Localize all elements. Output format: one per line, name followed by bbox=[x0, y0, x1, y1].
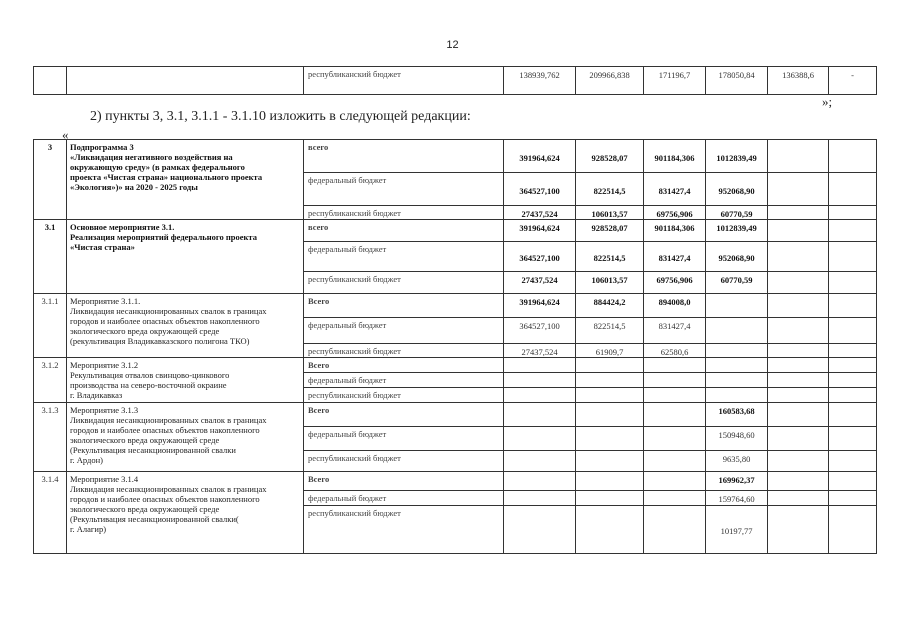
value-cell: 136388,6 bbox=[768, 67, 829, 95]
empty-cell bbox=[829, 491, 877, 506]
item-title-line: экологического вреда окружающей среде bbox=[70, 326, 220, 336]
value-cell: 171196,7 bbox=[644, 67, 706, 95]
value-cell bbox=[504, 403, 576, 427]
empty-cell bbox=[829, 388, 877, 403]
empty-cell bbox=[829, 140, 877, 173]
value-cell: 822514,5 bbox=[576, 173, 644, 206]
value-cell: 928528,07 bbox=[576, 220, 644, 242]
item-title bbox=[67, 403, 304, 472]
empty-cell bbox=[829, 206, 877, 220]
value-cell bbox=[706, 373, 768, 388]
item-title-line: городов и наиболее опасных объектов накопленного bbox=[70, 425, 260, 435]
value-cell bbox=[504, 427, 576, 451]
budget-source: федеральный бюджет bbox=[304, 173, 504, 206]
opening-quote: « bbox=[62, 127, 69, 142]
value-cell bbox=[576, 403, 644, 427]
empty-cell bbox=[829, 318, 877, 344]
item-title-line: экологического вреда окружающей среде bbox=[70, 504, 220, 514]
item-title-line: Мероприятие 3.1.1. bbox=[70, 296, 141, 306]
value-cell bbox=[504, 388, 576, 403]
budget-source: Всего bbox=[304, 472, 504, 491]
budget-source: республиканский бюджет bbox=[304, 388, 504, 403]
empty-cell bbox=[768, 344, 829, 358]
budget-table bbox=[33, 139, 877, 554]
value-cell: 364527,100 bbox=[504, 318, 576, 344]
item-title-line: Ликвидация несанкционированных свалок в границах bbox=[70, 484, 267, 494]
item-title-line: городов и наиболее опасных объектов накопленного bbox=[70, 494, 260, 504]
empty-cell bbox=[829, 294, 877, 318]
item-title-line: Рекультивация отвалов свинцово-цинкового bbox=[70, 370, 230, 380]
value-cell: 27437,524 bbox=[504, 206, 576, 220]
value-cell: 391964,624 bbox=[504, 140, 576, 173]
table-row bbox=[34, 358, 877, 373]
value-cell: - bbox=[829, 67, 877, 95]
value-cell: 831427,4 bbox=[644, 173, 706, 206]
value-cell: 364527,100 bbox=[504, 242, 576, 272]
value-cell: 69756,906 bbox=[644, 206, 706, 220]
table-row bbox=[34, 294, 877, 318]
item-number: 3.1 bbox=[34, 220, 67, 294]
value-cell bbox=[504, 506, 576, 554]
item-title-line: Ликвидация несанкционированных свалок в границах bbox=[70, 415, 267, 425]
value-cell: 159764,60 bbox=[706, 491, 768, 506]
budget-source: республиканский бюджет bbox=[304, 272, 504, 294]
value-cell bbox=[504, 373, 576, 388]
value-cell: 822514,5 bbox=[576, 318, 644, 344]
value-cell bbox=[576, 472, 644, 491]
value-cell: 60770,59 bbox=[706, 206, 768, 220]
value-cell: 364527,100 bbox=[504, 173, 576, 206]
value-cell: 60770,59 bbox=[706, 272, 768, 294]
item-number: 3 bbox=[34, 140, 67, 220]
table-row bbox=[34, 220, 877, 242]
budget-source: Всего bbox=[304, 358, 504, 373]
value-cell: 150948,60 bbox=[706, 427, 768, 451]
page-number: 12 bbox=[446, 39, 459, 51]
value-cell: 831427,4 bbox=[644, 318, 706, 344]
budget-source: федеральный бюджет bbox=[304, 427, 504, 451]
empty-cell bbox=[768, 403, 829, 427]
item-title-line: (Рекультивация несанкционированной свалки bbox=[70, 445, 236, 455]
item-title-line: Мероприятие 3.1.2 bbox=[70, 360, 139, 370]
empty-cell bbox=[768, 451, 829, 472]
item-title-line: окружающую среду» (в рамках федерального bbox=[70, 162, 245, 172]
table-row bbox=[34, 67, 877, 95]
value-cell bbox=[644, 427, 706, 451]
value-cell bbox=[504, 472, 576, 491]
value-cell: 27437,524 bbox=[504, 272, 576, 294]
empty-cell bbox=[768, 140, 829, 173]
budget-source: всего bbox=[304, 220, 504, 242]
empty-cell bbox=[829, 358, 877, 373]
previous-table-fragment bbox=[33, 66, 877, 95]
budget-source: федеральный бюджет bbox=[304, 318, 504, 344]
budget-source: республиканский бюджет bbox=[304, 67, 504, 95]
value-cell: 69756,906 bbox=[644, 272, 706, 294]
empty-cell bbox=[829, 506, 877, 554]
item-title bbox=[67, 220, 304, 294]
value-cell bbox=[504, 491, 576, 506]
value-cell bbox=[706, 358, 768, 373]
empty-cell bbox=[768, 272, 829, 294]
empty-cell bbox=[768, 294, 829, 318]
amendment-instruction: 2) пункты 3, 3.1, 3.1.1 - 3.1.10 изложить в следующей редакции: bbox=[90, 109, 471, 124]
value-cell: 1012839,49 bbox=[706, 140, 768, 173]
item-title-line: г. Алагир) bbox=[70, 524, 107, 534]
budget-source: федеральный бюджет bbox=[304, 242, 504, 272]
item-title-line: Мероприятие 3.1.4 bbox=[70, 474, 139, 484]
item-title-line: производства на северо-восточной окраине bbox=[70, 380, 227, 390]
empty-cell bbox=[768, 373, 829, 388]
item-title-line: Реализация мероприятий федерального проекта bbox=[70, 232, 257, 242]
value-cell: 62580,6 bbox=[644, 344, 706, 358]
item-number: 3.1.2 bbox=[34, 358, 67, 403]
value-cell bbox=[644, 506, 706, 554]
item-title-line: Подпрограмма 3 bbox=[70, 142, 134, 152]
value-cell bbox=[576, 388, 644, 403]
table-row bbox=[34, 472, 877, 491]
empty-cell bbox=[829, 403, 877, 427]
value-cell bbox=[706, 294, 768, 318]
value-cell: 106013,57 bbox=[576, 272, 644, 294]
value-cell bbox=[644, 491, 706, 506]
empty-cell bbox=[829, 427, 877, 451]
item-title-line: «Ликвидация негативного воздействия на bbox=[70, 152, 233, 162]
closing-quote: »; bbox=[822, 94, 833, 109]
value-cell bbox=[644, 388, 706, 403]
budget-source: федеральный бюджет bbox=[304, 491, 504, 506]
empty-cell bbox=[829, 220, 877, 242]
table-row bbox=[34, 403, 877, 427]
value-cell bbox=[644, 472, 706, 491]
table-row bbox=[34, 140, 877, 173]
value-cell: 884424,2 bbox=[576, 294, 644, 318]
value-cell bbox=[644, 451, 706, 472]
item-title-line: Основное мероприятие 3.1. bbox=[70, 222, 175, 232]
empty-cell bbox=[768, 242, 829, 272]
value-cell bbox=[576, 373, 644, 388]
empty-cell bbox=[768, 427, 829, 451]
value-cell: 952068,90 bbox=[706, 242, 768, 272]
item-title-line: экологического вреда окружающей среде bbox=[70, 435, 220, 445]
value-cell: 160583,68 bbox=[706, 403, 768, 427]
value-cell: 10197,77 bbox=[706, 506, 768, 554]
value-cell bbox=[576, 491, 644, 506]
item-title-line: г. Владикавказ bbox=[70, 390, 123, 400]
item-title-line: «Экология»)» на 2020 - 2025 годы bbox=[70, 182, 198, 192]
value-cell: 952068,90 bbox=[706, 173, 768, 206]
value-cell bbox=[644, 373, 706, 388]
item-title-line: городов и наиболее опасных объектов накопленного bbox=[70, 316, 260, 326]
value-cell: 901184,306 bbox=[644, 140, 706, 173]
budget-source: Всего bbox=[304, 294, 504, 318]
value-cell: 138939,762 bbox=[504, 67, 576, 95]
empty-cell bbox=[768, 472, 829, 491]
value-cell bbox=[644, 358, 706, 373]
value-cell: 928528,07 bbox=[576, 140, 644, 173]
value-cell: 27437,524 bbox=[504, 344, 576, 358]
value-cell: 61909,7 bbox=[576, 344, 644, 358]
value-cell: 822514,5 bbox=[576, 242, 644, 272]
value-cell: 391964,624 bbox=[504, 294, 576, 318]
item-title bbox=[67, 358, 304, 403]
budget-source: республиканский бюджет bbox=[304, 344, 504, 358]
item-title-line: (рекультивация Владикавказского полигона ТКО) bbox=[70, 336, 250, 346]
empty-cell bbox=[829, 373, 877, 388]
value-cell: 178050,84 bbox=[706, 67, 768, 95]
item-title-line: (Рекультивация несанкционированной свалки( bbox=[70, 514, 239, 524]
empty-cell bbox=[768, 388, 829, 403]
item-number: 3.1.1 bbox=[34, 294, 67, 358]
empty-cell bbox=[829, 344, 877, 358]
item-title-line: Ликвидация несанкционированных свалок в границах bbox=[70, 306, 267, 316]
value-cell: 391964,624 bbox=[504, 220, 576, 242]
item-title bbox=[67, 140, 304, 220]
value-cell bbox=[644, 403, 706, 427]
item-title-line: г. Ардон) bbox=[70, 455, 104, 465]
empty-cell bbox=[768, 206, 829, 220]
item-number: 3.1.3 bbox=[34, 403, 67, 472]
empty-cell bbox=[768, 220, 829, 242]
value-cell bbox=[504, 358, 576, 373]
budget-source: Всего bbox=[304, 403, 504, 427]
empty-cell bbox=[768, 506, 829, 554]
item-title bbox=[67, 472, 304, 554]
value-cell: 1012839,49 bbox=[706, 220, 768, 242]
value-cell: 209966,838 bbox=[576, 67, 644, 95]
value-cell: 9635,80 bbox=[706, 451, 768, 472]
budget-source: республиканский бюджет bbox=[304, 451, 504, 472]
empty-cell bbox=[829, 472, 877, 491]
value-cell: 106013,57 bbox=[576, 206, 644, 220]
value-cell bbox=[576, 358, 644, 373]
value-cell bbox=[576, 506, 644, 554]
empty-cell bbox=[768, 491, 829, 506]
item-title-line: проекта «Чистая страна» национального проекта bbox=[70, 172, 263, 182]
value-cell: 169962,37 bbox=[706, 472, 768, 491]
item-title bbox=[67, 294, 304, 358]
value-cell bbox=[706, 388, 768, 403]
budget-source: республиканский бюджет bbox=[304, 206, 504, 220]
empty-cell bbox=[829, 451, 877, 472]
empty-cell bbox=[768, 173, 829, 206]
value-cell bbox=[706, 344, 768, 358]
empty-cell bbox=[768, 358, 829, 373]
empty-cell bbox=[829, 173, 877, 206]
value-cell bbox=[706, 318, 768, 344]
budget-source: всего bbox=[304, 140, 504, 173]
item-number: 3.1.4 bbox=[34, 472, 67, 554]
empty-cell bbox=[829, 242, 877, 272]
value-cell: 831427,4 bbox=[644, 242, 706, 272]
budget-source: республиканский бюджет bbox=[304, 506, 504, 554]
empty-cell bbox=[829, 272, 877, 294]
empty-cell bbox=[768, 318, 829, 344]
value-cell bbox=[576, 427, 644, 451]
value-cell: 894008,0 bbox=[644, 294, 706, 318]
item-title-line: Мероприятие 3.1.3 bbox=[70, 405, 139, 415]
value-cell: 901184,306 bbox=[644, 220, 706, 242]
item-title-line: «Чистая страна» bbox=[70, 242, 135, 252]
value-cell bbox=[576, 451, 644, 472]
value-cell bbox=[504, 451, 576, 472]
budget-source: федеральный бюджет bbox=[304, 373, 504, 388]
